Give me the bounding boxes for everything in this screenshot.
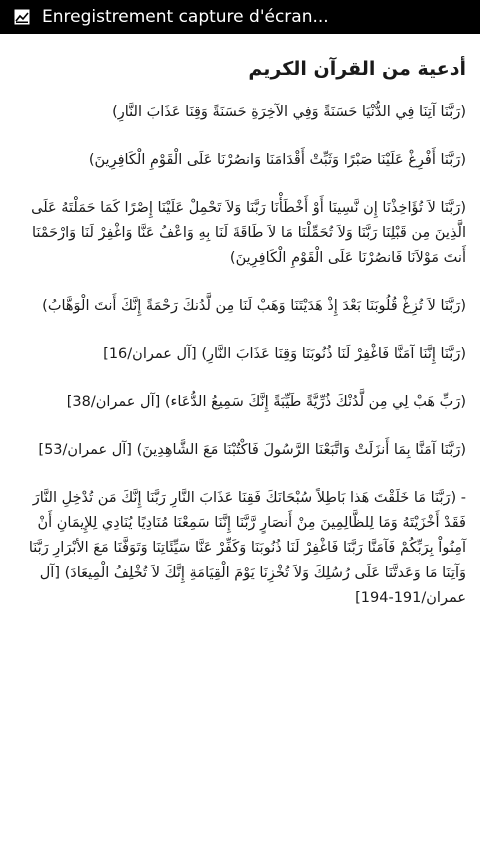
dua-paragraph: (رَبِّ هَبْ لِي مِن لَّدُنْكَ ذُرِّيَّةً طَيِّبَةً إِنَّكَ سَمِيعُ الدُّعَاء) [آل عمران/38] — [66, 394, 466, 410]
dua-paragraph: (رَبَّنَا إِنَّنَا آمَنَّا فَاغْفِرْ لَنَا ذُنُوبَنَا وَقِنَا عَذَابَ النَّارِ) [آل عمران/16] — [103, 346, 466, 362]
dua-paragraph: (رَبَّنَا آتِنَا فِي الدُّنْيَا حَسَنَةً وَفِي الآخِرَةِ حَسَنَةً وَقِنَا عَذَابَ النَّارِ) — [112, 104, 466, 120]
page-title: أدعية من القرآن الكريم — [248, 58, 466, 80]
dua-paragraph: - (رَبَّنَا مَا خَلَقْتَ هَذا بَاطِلاً سُبْحَانَكَ فَقِنَا عَذَابَ النَّارِ رَبَّنَا إِنَّكَ مَن تُدْخِلِ النَّارَ فَقَدْ أَخْزَيْتَهُ وَمَا لِلظَّالِمِينَ مِنْ أَنصَارٍ رَّبَّنَا إِنَّنَا سَمِعْنَا مُنَادِيًا يُنَادِي لِلإِيمَانِ أَنْ آمِنُواْ بِرَبِّكُمْ فَآمَنَّا رَبَّنَا فَاغْفِرْ لَنَا ذُنُوبَنَا وَكَفِّرْ عَنَّا سَيِّئَاتِنَا وَتَوَفَّنَا مَعَ الأبْرَارِ رَبَّنَا وَآتِنَا مَا وَعَدتَّنَا عَلَى رُسُلِكَ وَلاَ تُخْزِنَا يَوْمَ الْقِيَامَةِ إِنَّكَ لاَ تُخْلِفُ الْمِيعَادَ) [آل عمران/191-194] — [28, 490, 466, 606]
status-bar — [0, 0, 480, 34]
dua-paragraph: (رَبَّنَا آمَنَّا بِمَا أَنزَلَتْ وَاتَّبَعْنَا الرَّسُولَ فَاكْتُبْنَا مَعَ الشَّاهِدِينَ) [آل عمران/53] — [38, 442, 466, 458]
status-notification-title: Enregistrement capture d'écran... — [42, 7, 329, 27]
dua-paragraph: (رَبَّنَا لاَ تُؤَاخِذْنَا إِن نَّسِينَا أَوْ أَخْطَأْنَا رَبَّنَا وَلاَ تَحْمِلْ عَلَيْنَا إِصْرًا كَمَا حَمَلْتَهُ عَلَى الَّذِينَ مِن قَبْلِنَا رَبَّنَا وَلاَ تُحَمِّلْنَا مَا لاَ طَاقَةَ لَنَا بِهِ وَاعْفُ عَنَّا وَاغْفِرْ لَنَا وَارْحَمْنَا أَنتَ مَوْلاَنَا فَانصُرْنَا عَلَى الْقَوْمِ الْكَافِرِينَ) — [31, 200, 466, 266]
dua-paragraph: (رَبَّنَا لاَ تُزِغْ قُلُوبَنَا بَعْدَ إِذْ هَدَيْتَنَا وَهَبْ لَنَا مِن لَّدُنكَ رَحْمَةً إِنَّكَ أَنتَ الْوَهَّابُ) — [42, 298, 466, 314]
dua-content[interactable] — [0, 34, 480, 854]
dua-paragraph: (رَبَّنَا أَفْرِغْ عَلَيْنَا صَبْرًا وَثَبِّتْ أَقْدَامَنَا وَانصُرْنَا عَلَى الْقَوْمِ الْكَافِرِينَ) — [88, 152, 466, 168]
screen-record-icon — [14, 9, 30, 25]
